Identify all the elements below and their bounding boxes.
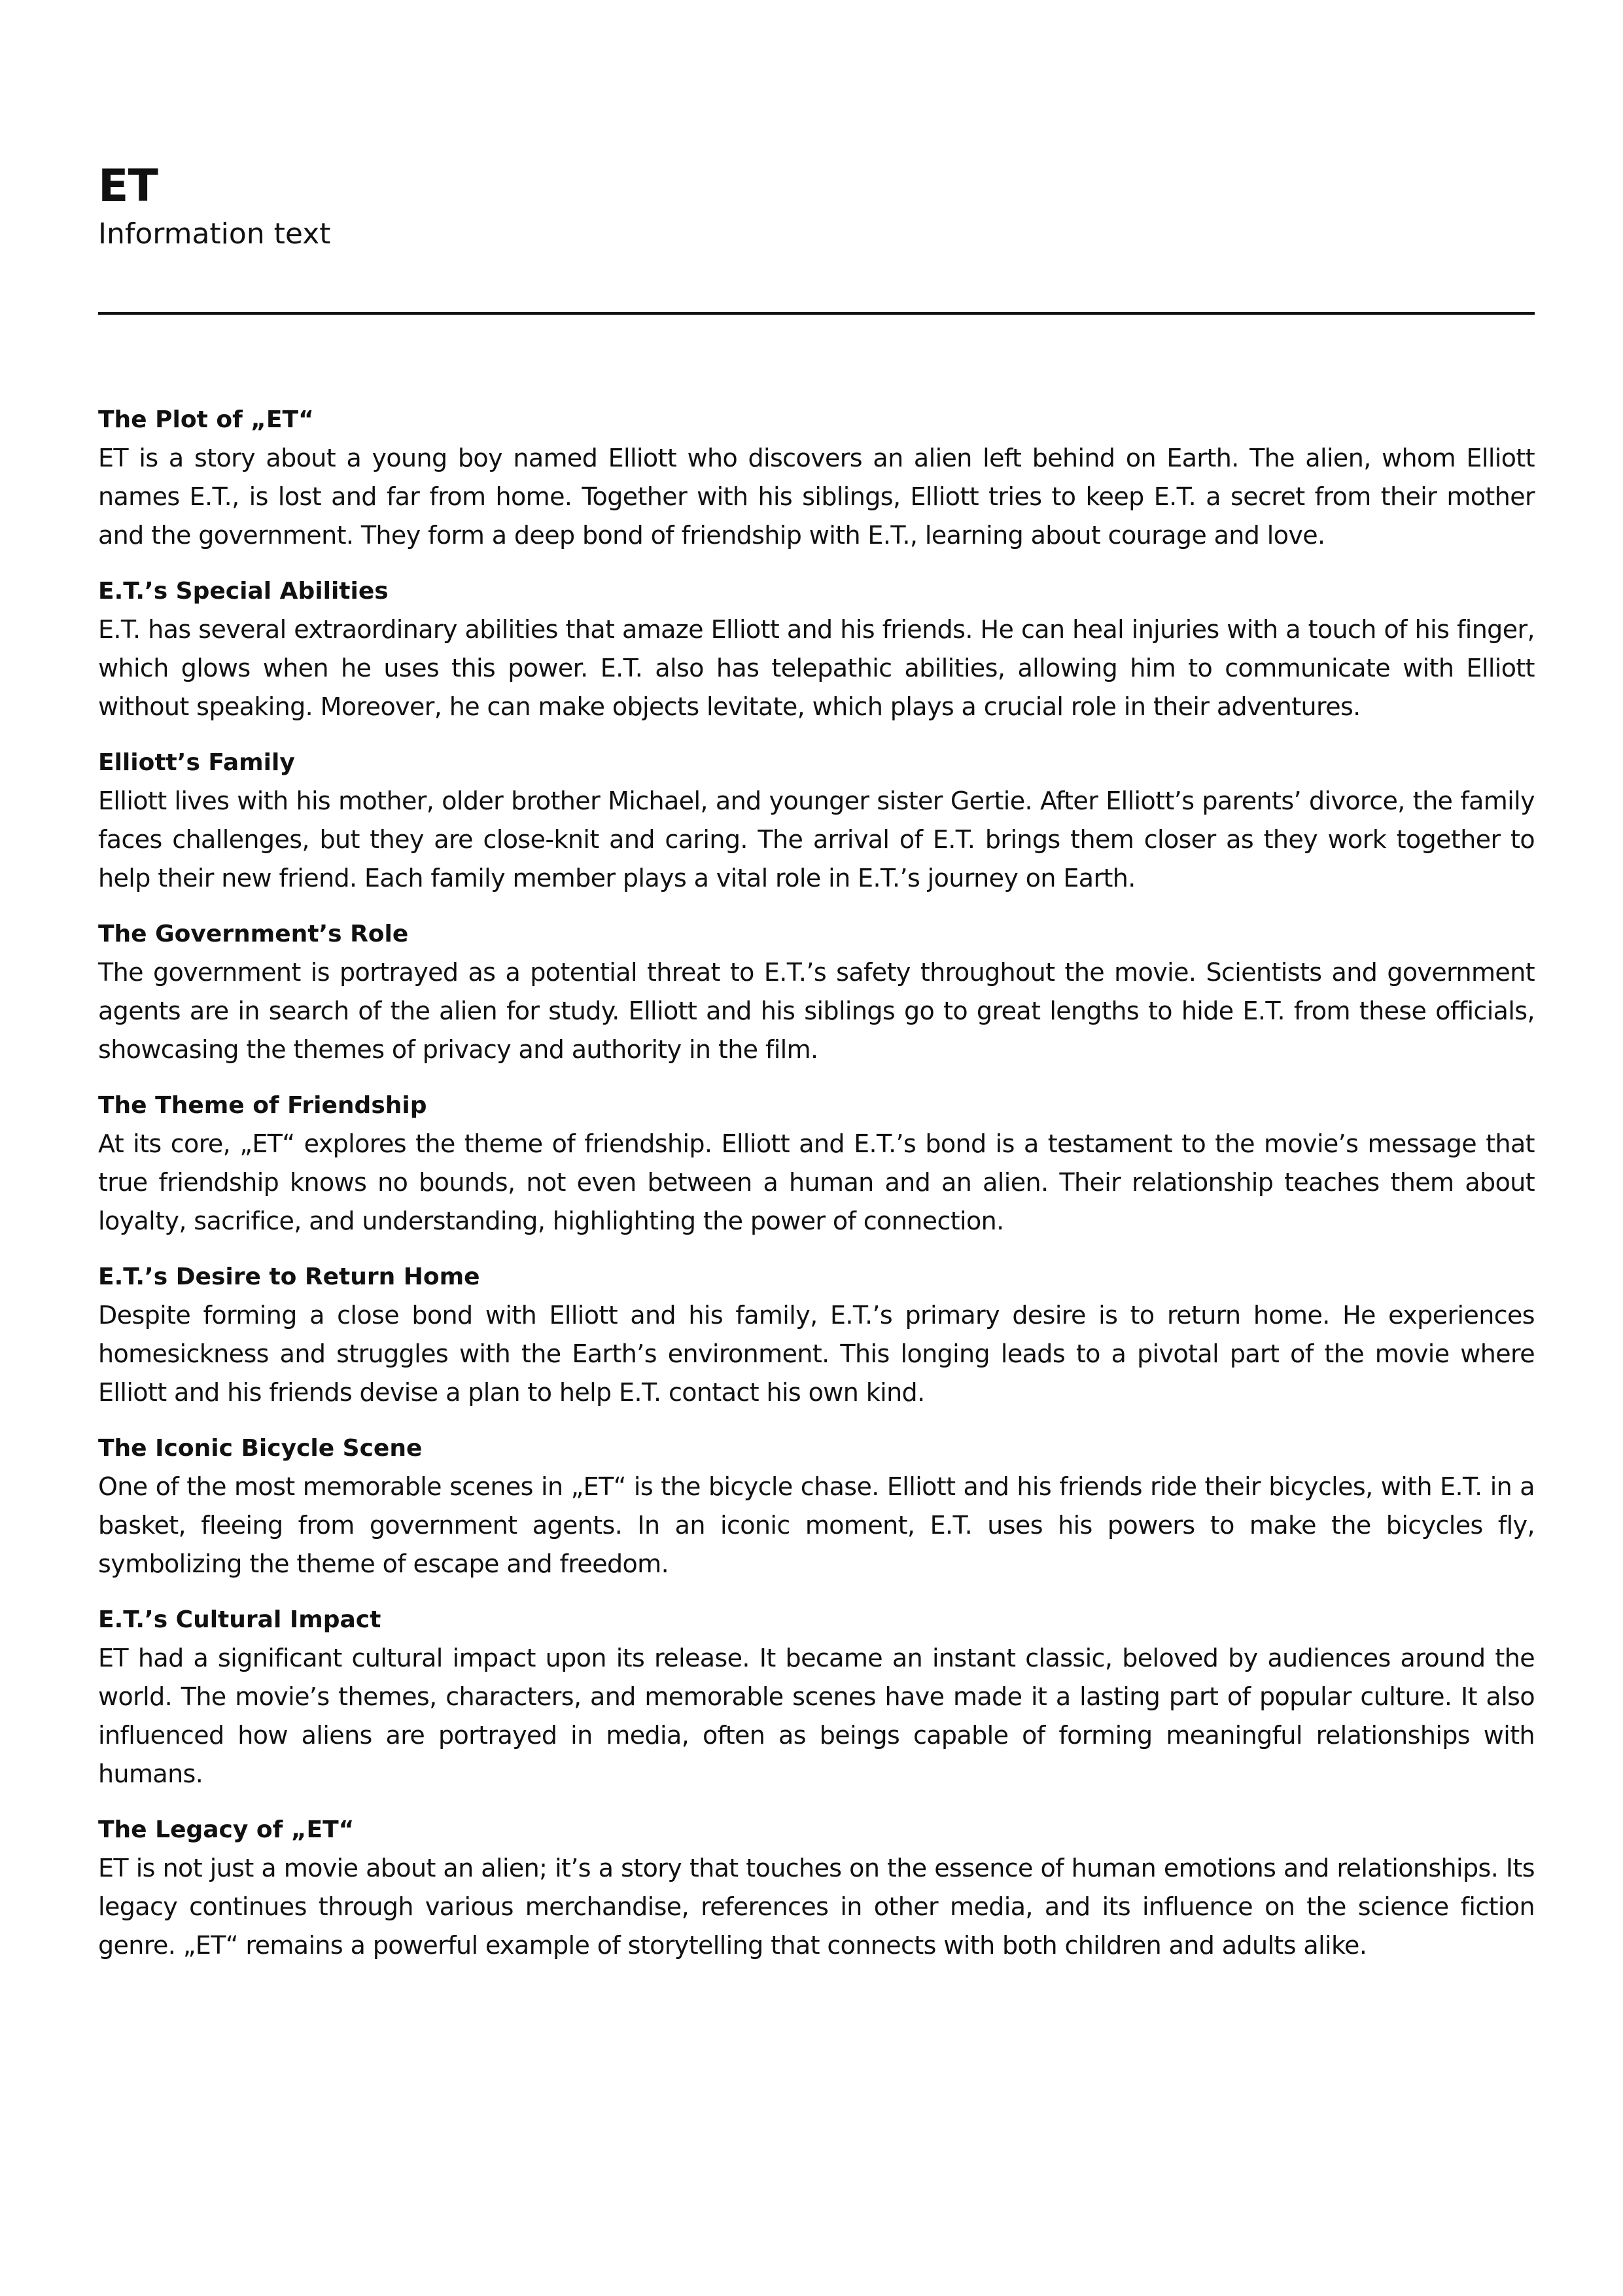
section-body: Elliott lives with his mother, older brother Michael, and younger sister Gertie. After Elliott’s parents’ divorce, the family faces challenges, but they are close-knit and caring. The arrival of E.T. brings them closer as they work together to help their new friend. Each family member plays a vital role in E.T.’s journey on Earth. <box>98 786 1535 892</box>
section-body: ET is a story about a young boy named Elliott who discovers an alien left behind on Earth. The alien, whom Elliott names E.T., is lost and far from home. Together with his siblings, Elliott tries to keep E.T. a secret from their mother and the government. They form a deep bond of friendship with E.T., learning about courage and love. <box>98 444 1535 550</box>
section-body: ET is not just a movie about an alien; it’s a story that touches on the essence of human emotions and relationships. Its legacy continues through various merchandise, references in other media, and its influence on the science fiction genre. „ET“ remains a powerful example of storytelling that connects with both children and adults alike. <box>98 1854 1535 1960</box>
section-body: E.T. has several extraordinary abilities that amaze Elliott and his friends. He can heal injuries with a touch of his finger, which glows when he uses this power. E.T. also has telepathic abilities, allowing him to communicate with Elliott without speaking. Moreover, he can make objects levitate, which plays a crucial role in their adventures. <box>98 615 1535 721</box>
title-divider <box>98 312 1535 315</box>
section-body: One of the most memorable scenes in „ET“ is the bicycle chase. Elliott and his friends ride their bicycles, with E.T. in a basket, fleeing from government agents. In an iconic moment, E.T. uses his powers to make the bicycles fly, symbolizing the theme of escape and freedom. <box>98 1472 1535 1578</box>
section-heading: The Government’s Role <box>98 921 409 947</box>
section-heading: E.T.’s Cultural Impact <box>98 1606 381 1633</box>
section-heading: E.T.’s Special Abilities <box>98 578 389 605</box>
section-body: Despite forming a close bond with Elliott and his family, E.T.’s primary desire is to return home. He experiences homesickness and struggles with the Earth’s environment. This longing leads to a pivotal part of the movie where Elliott and his friends devise a plan to help E.T. contact his own kind. <box>98 1301 1535 1407</box>
section-cultural-impact <box>98 1600 1535 1793</box>
section-heading: E.T.’s Desire to Return Home <box>98 1263 480 1290</box>
section-government-role <box>98 915 1535 1069</box>
section-heading: The Legacy of „ET“ <box>98 1816 355 1843</box>
section-heading: The Iconic Bicycle Scene <box>98 1435 423 1462</box>
section-friendship <box>98 1086 1535 1241</box>
section-body: At its core, „ET“ explores the theme of friendship. Elliott and E.T.’s bond is a testament to the movie’s message that true friendship knows no bounds, not even between a human and an alien. Their relationship teaches them about loyalty, sacrifice, and understanding, highlighting the power of connection. <box>98 1129 1535 1235</box>
section-special-abilities <box>98 572 1535 726</box>
section-heading: The Plot of „ET“ <box>98 406 314 433</box>
section-heading: Elliott’s Family <box>98 749 295 776</box>
section-family <box>98 743 1535 898</box>
section-plot <box>98 400 1535 555</box>
section-legacy <box>98 1810 1535 1965</box>
section-body: ET had a significant cultural impact upon its release. It became an instant classic, beloved by audiences around the world. The movie’s themes, characters, and memorable scenes have made it a lasting part of popular culture. It also influenced how aliens are portrayed in media, often as beings capable of forming meaningful relationships with humans. <box>98 1644 1535 1788</box>
section-bicycle-scene <box>98 1429 1535 1583</box>
sections-container <box>98 400 1535 1982</box>
document-subtitle: Information text <box>98 217 331 251</box>
document-title: ET <box>98 160 158 212</box>
section-heading: The Theme of Friendship <box>98 1092 427 1119</box>
section-return-home <box>98 1258 1535 1412</box>
section-body: The government is portrayed as a potential threat to E.T.’s safety throughout the movie. Scientists and government agents are in search of the alien for study. Elliott and his siblings go to great lengths to hide E.T. from these officials, showcasing the themes of privacy and authority in the film. <box>98 958 1535 1064</box>
